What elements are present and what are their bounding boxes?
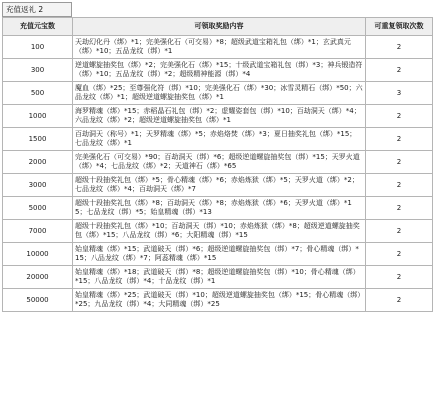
recharge-reward-table: [2, 17, 433, 312]
cell-limit: 2: [366, 59, 433, 82]
cell-amount: 1500: [3, 128, 73, 151]
cell-content: 海罗精魂（绑）*15；赤稻晶石礼包（绑）*2；虚耀姿套包（绑）*10；百劫洞天（绑）*4；六品龙纹（绑）*2；超级逆道螺旋抽奖包（绑）*1: [73, 105, 366, 128]
cell-limit: 3: [366, 82, 433, 105]
header-amount: 充值元宝数: [3, 18, 73, 36]
cell-content: 百劫洞天（称号）*1；天罗精魂（绑）*5；赤焰烙焚（绑）*3；夏日抽奖礼包（绑）*15；七品龙纹（绑）*1: [73, 128, 366, 151]
cell-limit: 2: [366, 266, 433, 289]
cell-content: 始皇精魂（绑）*25；武道破天（绑）*10；超级逆道螺旋抽奖包（绑）*15；骨心精魂（绑）*25；九品龙纹（绑）*4；大同精魂（绑）*25: [73, 289, 366, 312]
table-row: [3, 266, 433, 289]
cell-amount: 5000: [3, 197, 73, 220]
cell-amount: 20000: [3, 266, 73, 289]
cell-amount: 50000: [3, 289, 73, 312]
table-row: [3, 243, 433, 266]
cell-content: 逆道螺旋抽奖包（绑）*2；完美强化石（绑）*15；十级武道宝箱礼包（绑）*3；神兵锻造符（绑）*10；五品龙纹（绑）*2；超级精神能源（绑）*4: [73, 59, 366, 82]
table-row: [3, 36, 433, 59]
cell-content: 天劫幻化丹（绑）*1；完美强化石（可交易）*8；超级武道宝箱礼包（绑）*1；玄武真元（绑）*10；五品龙纹（绑）*1: [73, 36, 366, 59]
tab-label: 充值返礼 2: [6, 5, 44, 14]
cell-amount: 3000: [3, 174, 73, 197]
header-limit: 可重复领取次数: [366, 18, 433, 36]
cell-amount: 7000: [3, 220, 73, 243]
table-row: [3, 105, 433, 128]
cell-limit: 2: [366, 36, 433, 59]
cell-amount: 500: [3, 82, 73, 105]
cell-content: 超级十段抽奖礼包（绑）*8；百劫洞天（绑）*8；赤焰炼狱（绑）*6；天罗火道（绑）*15；七品龙纹（绑）*5；始皇精魂（绑）*13: [73, 197, 366, 220]
cell-limit: 2: [366, 105, 433, 128]
table-row: [3, 82, 433, 105]
cell-limit: 2: [366, 151, 433, 174]
table-row: [3, 174, 433, 197]
table-row: [3, 59, 433, 82]
cell-amount: 2000: [3, 151, 73, 174]
table-row: [3, 128, 433, 151]
cell-amount: 300: [3, 59, 73, 82]
header-content: 可领取奖励内容: [73, 18, 366, 36]
cell-amount: 10000: [3, 243, 73, 266]
cell-amount: 1000: [3, 105, 73, 128]
cell-content: 超级十段抽奖礼包（绑）*10；百劫洞天（绑）*10；赤焰炼狱（绑）*8；超级逆道螺旋抽奖包（绑）*15；八品龙纹（绑）*6；大阳精魂（绑）*15: [73, 220, 366, 243]
cell-limit: 2: [366, 197, 433, 220]
cell-limit: 2: [366, 128, 433, 151]
cell-content: 超级十段抽奖礼包（绑）*5；骨心精魂（绑）*6；赤焰炼狱（绑）*5；天罗火道（绑）*2；七品龙纹（绑）*4；百劫洞天（绑）*7: [73, 174, 366, 197]
cell-content: 魔血（绑）*25；至尊强化符（绑）*10；完美强化石（绑）*30；冰雪灵精石（绑）*50；六品龙纹（绑）*1；超级逆道螺旋抽奖包（绑）*1: [73, 82, 366, 105]
cell-limit: 2: [366, 243, 433, 266]
cell-content: 完美强化石（可交易）*90；百劫洞天（绑）*6；超级逆道螺旋抽奖包（绑）*15；天罗火道（绑）*4；七品龙纹（绑）*2；天道神石（绑）*65: [73, 151, 366, 174]
cell-content: 始皇精魂（绑）*15；武道破天（绑）*6；超级逆道螺旋抽奖包（绑）*7；骨心精魂（绑）*15；八品龙纹（绑）*7；阿蕊精魂（绑）*15: [73, 243, 366, 266]
cell-amount: 100: [3, 36, 73, 59]
cell-limit: 2: [366, 174, 433, 197]
table-header-row: [3, 18, 433, 36]
tab-recharge-reward-2[interactable]: [2, 2, 72, 17]
table-row: [3, 220, 433, 243]
table-row: [3, 197, 433, 220]
table-row: [3, 289, 433, 312]
cell-limit: 2: [366, 220, 433, 243]
table-row: [3, 151, 433, 174]
cell-limit: 2: [366, 289, 433, 312]
cell-content: 始皇精魂（绑）*18；武道破天（绑）*8；超级逆道螺旋抽奖包（绑）*10；骨心精魂（绑）*15；八品龙纹（绑）*4；十品龙纹（绑）*1: [73, 266, 366, 289]
